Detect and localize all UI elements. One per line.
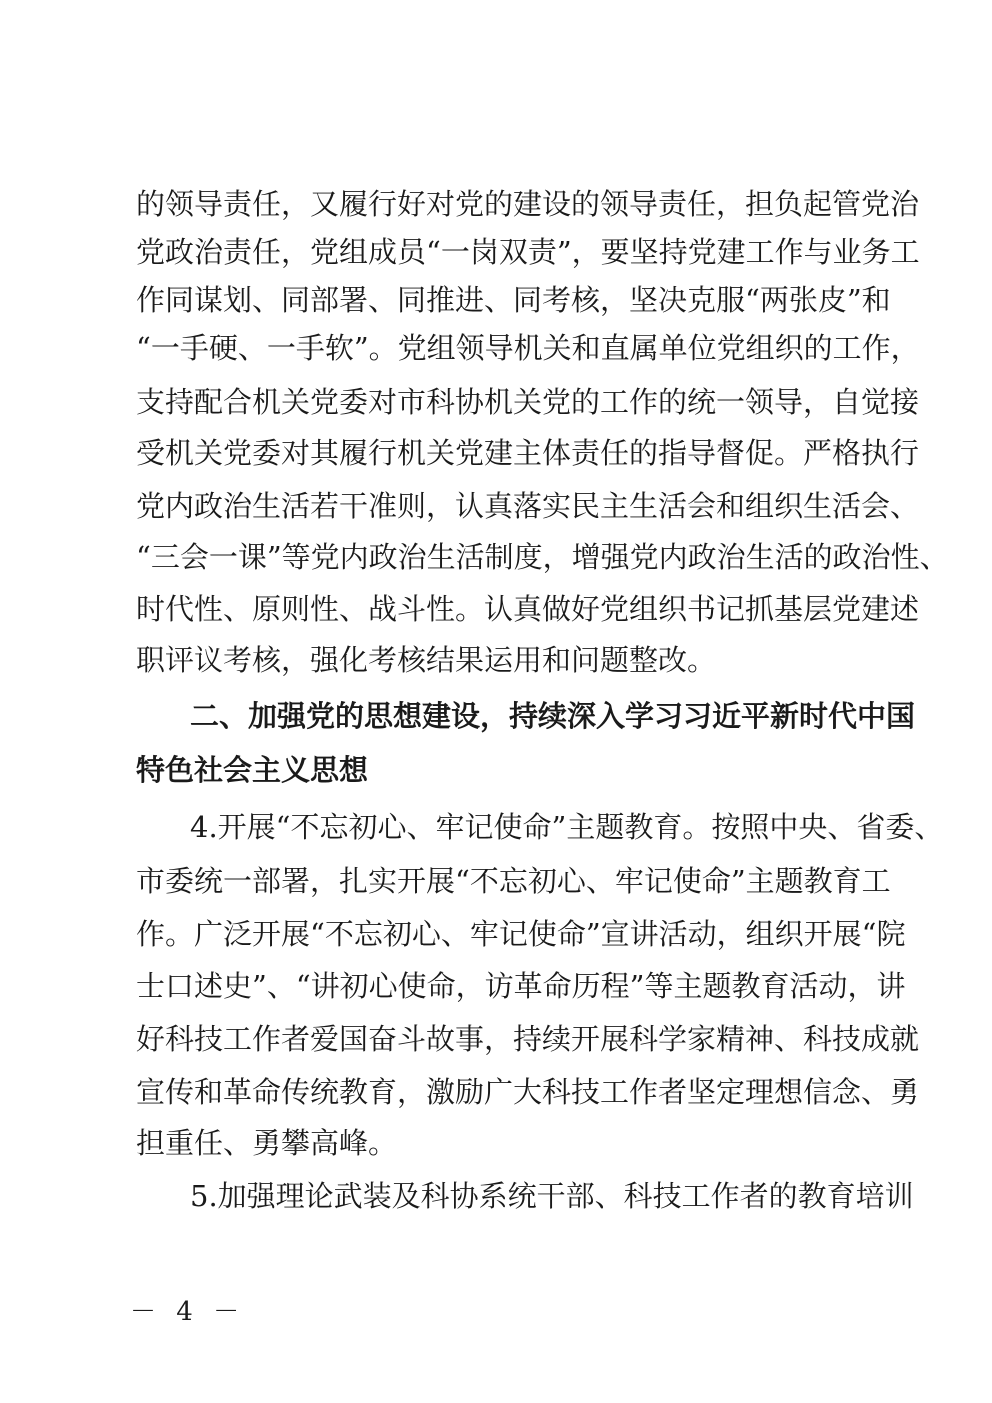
paragraph5-line-1: 5.加强理论武装及科协系统干部、科技工作者的教育培训: [190, 1179, 914, 1213]
paragraph4-line-3: 作。广泛开展“不忘初心、牢记使命”宣讲活动，组织开展“院: [136, 917, 906, 951]
paragraph1-line-10: 职评议考核，强化考核结果运用和问题整改。: [136, 643, 717, 677]
paragraph4-line-1: 4.开展“不忘初心、牢记使命”主题教育。按照中央、省委、: [190, 810, 944, 844]
paragraph4-line-2: 市委统一部署，扎实开展“不忘初心、牢记使命”主题教育工: [136, 864, 891, 898]
paragraph1-line-4: “一手硬、一手软”。党组领导机关和直属单位党组织的工作，: [136, 331, 920, 365]
paragraph1-line-1: 的领导责任，又履行好对党的建设的领导责任，担负起管党治: [136, 187, 920, 221]
paragraph4-line-5: 好科技工作者爱国奋斗故事，持续开展科学家精神、科技成就: [136, 1022, 920, 1056]
paragraph1-line-7: 党内政治生活若干准则，认真落实民主生活会和组织生活会、: [136, 489, 920, 523]
page-number: － 4 －: [130, 1297, 246, 1327]
paragraph4-line-6: 宣传和革命传统教育，激励广大科技工作者坚定理想信念、勇: [136, 1075, 920, 1109]
paragraph4-line-4: 士口述史”、“讲初心使命，访革命历程”等主题教育活动，讲: [136, 969, 906, 1003]
section-heading-line-2: 特色社会主义思想: [136, 753, 369, 787]
paragraph4-line-7: 担重任、勇攀高峰。: [136, 1126, 398, 1160]
paragraph1-line-8: “三会一课”等党内政治生活制度，增强党内政治生活的政治性、: [136, 540, 949, 574]
section-heading-line-1: 二、加强党的思想建设，持续深入学习习近平新时代中国: [190, 699, 916, 733]
paragraph1-line-2: 党政治责任，党组成员“一岗双责”，要坚持党建工作与业务工: [136, 235, 920, 269]
paragraph1-line-9: 时代性、原则性、战斗性。认真做好党组织书记抓基层党建述: [136, 592, 920, 626]
paragraph1-line-5: 支持配合机关党委对市科协机关党的工作的统一领导，自觉接: [136, 385, 920, 419]
paragraph1-line-6: 受机关党委对其履行机关党建主体责任的指导督促。严格执行: [136, 436, 920, 470]
paragraph1-line-3: 作同谋划、同部署、同推进、同考核，坚决克服“两张皮”和: [136, 283, 891, 317]
